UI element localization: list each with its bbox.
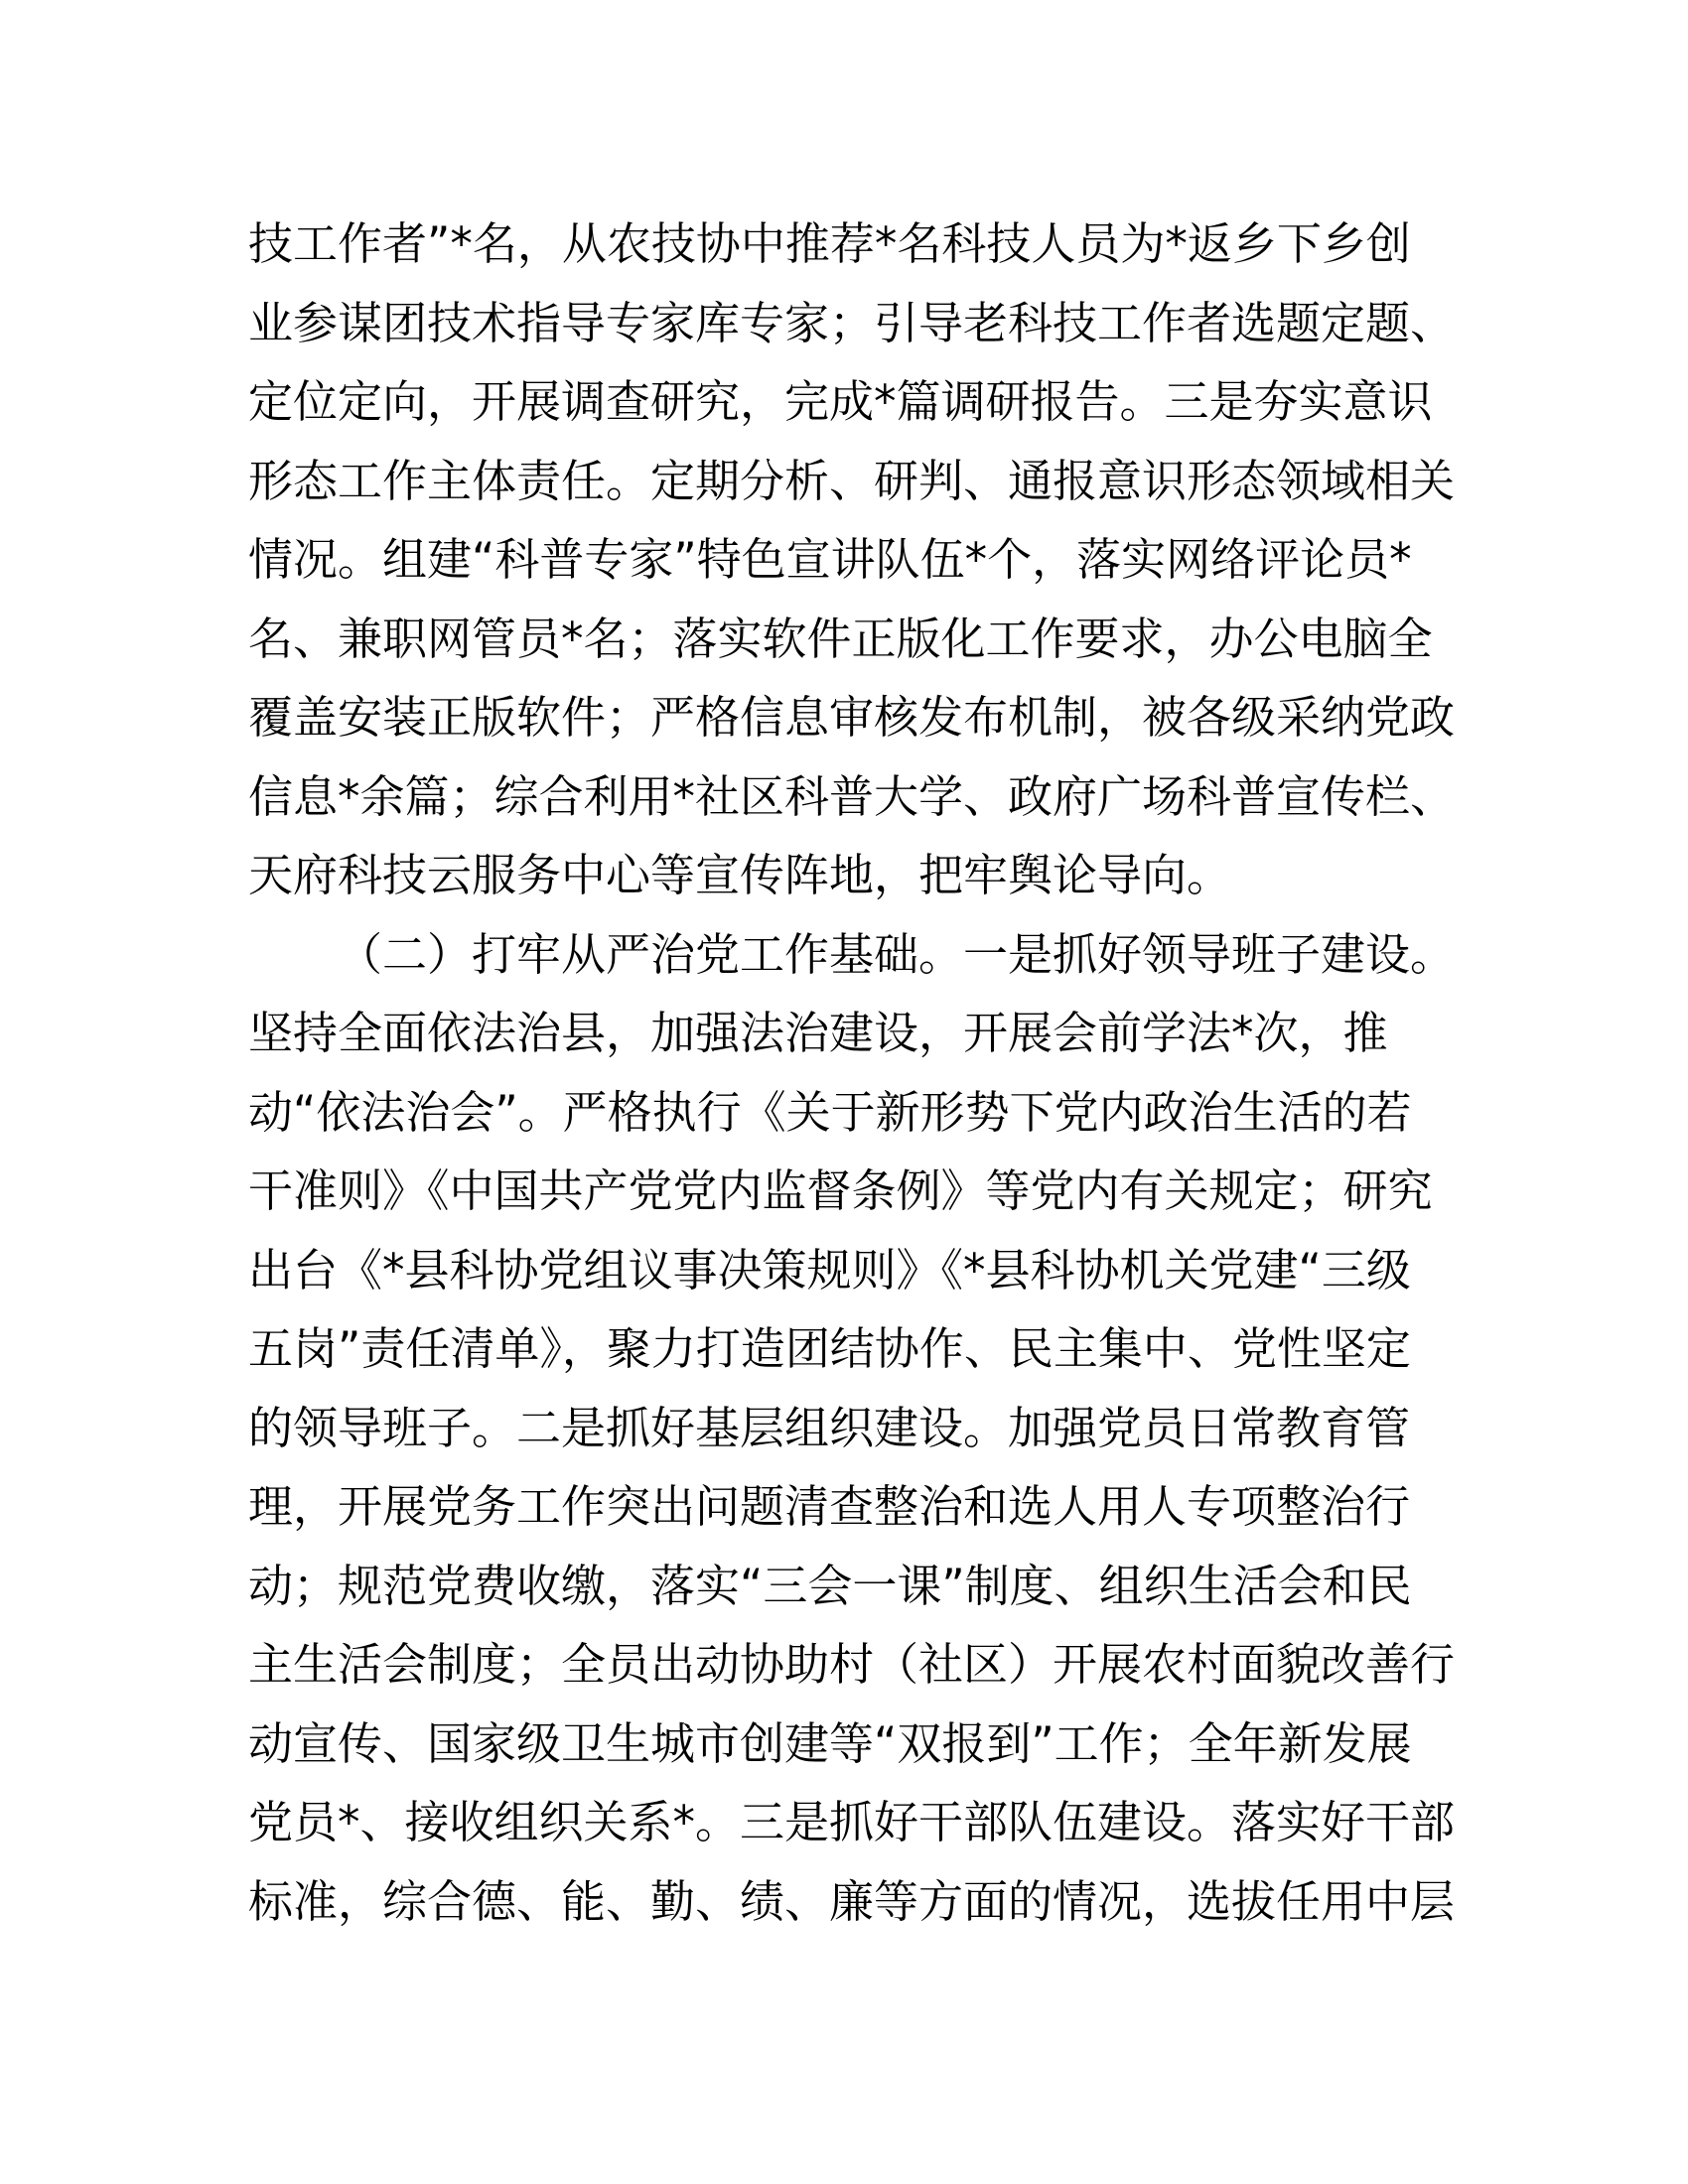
text-line: 动；规范党费收缴，落实“三会一课”制度、组织生活会和民 bbox=[248, 1559, 1412, 1612]
text-line: 技工作者”*名，从农技协中推荐*名科技人员为*返乡下乡创 bbox=[248, 217, 1411, 270]
text-line: 的领导班子。二是抓好基层组织建设。加强党员日常教育管 bbox=[248, 1401, 1411, 1454]
text-line: 情况。组建“科普专家”特色宣讲队伍*个，落实网络评论员* bbox=[248, 533, 1412, 586]
text-line: 天府科技云服务中心等宣传阵地，把牢舆论导向。 bbox=[248, 849, 1232, 901]
text-line: 信息*余篇；综合利用*社区科普大学、政府广场科普宣传栏、 bbox=[248, 769, 1456, 823]
text-line: 形态工作主体责任。定期分析、研判、通报意识形态领域相关 bbox=[248, 454, 1456, 507]
text-line: 理，开展党务工作突出问题清查整治和选人用人专项整治行 bbox=[248, 1480, 1411, 1533]
document-text bbox=[248, 205, 1456, 1941]
text-line: 干准则》《中国共产党党内监督条例》等党内有关规定；研究 bbox=[248, 1164, 1433, 1217]
text-line: 主生活会制度；全员出动协助村（社区）开展农村面貌改善行 bbox=[248, 1638, 1456, 1691]
text-line: 名、兼职网管员*名；落实软件正版化工作要求，办公电脑全 bbox=[248, 612, 1433, 665]
text-line: 标准，综合德、能、勤、绩、廉等方面的情况，选拔任用中层 bbox=[248, 1874, 1456, 1928]
text-line: 定位定向，开展调查研究，完成*篇调研报告。三是夯实意识 bbox=[248, 375, 1433, 428]
text-line: 五岗”责任清单》，聚力打造团结协作、民主集中、党性坚定 bbox=[248, 1322, 1411, 1375]
text-line: 党员*、接收组织关系*。三是抓好干部队伍建设。落实好干部 bbox=[248, 1796, 1456, 1848]
text-line: （二）打牢从严治党工作基础。一是抓好领导班子建设。 bbox=[338, 927, 1456, 981]
text-line: 覆盖安装正版软件；严格信息审核发布机制，被各级采纳党政 bbox=[248, 691, 1456, 744]
text-line: 坚持全面依法治县，加强法治建设，开展会前学法*次，推 bbox=[248, 1007, 1388, 1059]
text-line: 业参谋团技术指导专家库专家；引导老科技工作者选题定题、 bbox=[248, 296, 1456, 349]
text-line: 动宣传、国家级卫生城市创建等“双报到”工作；全年新发展 bbox=[248, 1716, 1412, 1770]
text-line: 出台《*县科协党组议事决策规则》《*县科协机关党建“三级 bbox=[248, 1243, 1411, 1297]
text-line: 动“依法治会”。严格执行《关于新形势下党内政治生活的若 bbox=[248, 1085, 1412, 1139]
